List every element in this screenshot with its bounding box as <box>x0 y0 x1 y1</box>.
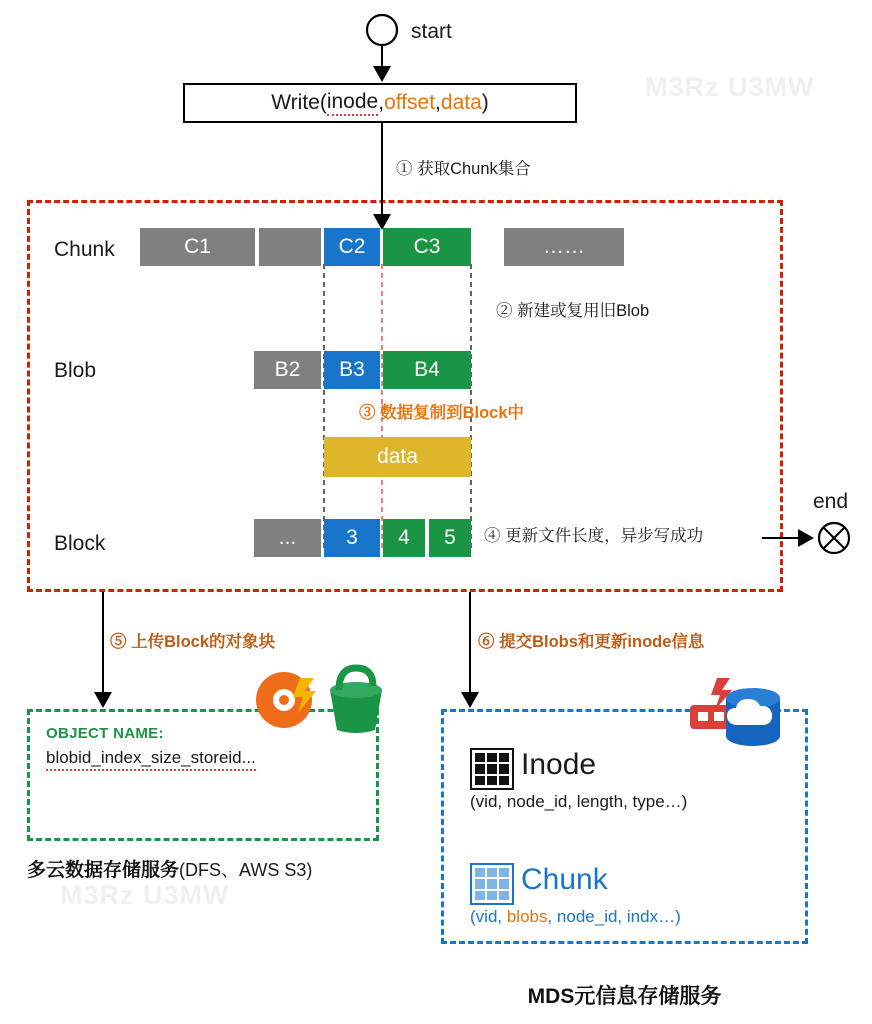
write-arg-inode: inode <box>327 90 378 116</box>
write-arg-offset: offset <box>384 91 436 114</box>
step-6-num: ⑥ <box>478 633 495 651</box>
step-3-num: ③ <box>359 404 376 422</box>
step-1-text: 获取Chunk集合 <box>417 160 531 178</box>
step-6-text: 提交Blobs和更新inode信息 <box>499 633 705 651</box>
chunk-title: Chunk <box>521 863 608 896</box>
block-row-label: Block <box>54 532 106 555</box>
step-4-num: ④ <box>484 527 501 545</box>
blob-row-label: Blob <box>54 359 97 382</box>
block-cell-5: 5 <box>429 519 471 557</box>
data-cell: data <box>324 437 471 477</box>
step-2 <box>496 302 649 322</box>
block-cell-ellipsis: ... <box>254 519 321 557</box>
step-1-num: ① <box>396 160 413 178</box>
blob-cell-b4: B4 <box>383 351 471 389</box>
chunk-cell-c3: C3 <box>383 228 471 266</box>
watermark-bottom: M3Rz U3MW <box>60 880 230 910</box>
object-storage-caption <box>27 855 312 882</box>
step-4 <box>484 527 703 547</box>
mds-caption: MDS元信息存储服务 <box>527 985 722 1008</box>
chunk-cell-c2: C2 <box>324 228 380 266</box>
write-sep-2: , <box>435 91 441 114</box>
write-sep-1: , <box>378 91 385 114</box>
inode-table-icon <box>470 748 514 790</box>
step-3 <box>359 404 524 424</box>
step-1 <box>396 160 531 180</box>
chunk-cell-c1: C1 <box>140 228 255 266</box>
object-storage-caption-rest: (DFS、AWS S3) <box>179 860 313 880</box>
step-5-text: 上传Block的对象块 <box>131 633 276 651</box>
chunk-row-label: Chunk <box>54 238 115 261</box>
start-label: start <box>411 20 452 43</box>
chunk-cell-ellipsis: …… <box>504 228 624 266</box>
watermark-top: M3Rz U3MW <box>645 72 815 102</box>
write-arg-data: data <box>440 91 482 114</box>
chunk-fields-pre: (vid, <box>470 907 507 926</box>
step-6 <box>478 633 704 653</box>
step-2-num: ② <box>496 302 513 320</box>
chunk-table-icon <box>470 863 514 905</box>
chunk-fields-post: , node_id, indx…) <box>547 907 681 926</box>
inode-title: Inode <box>521 748 597 781</box>
block-cell-3: 3 <box>324 519 380 557</box>
step-5-num: ⑤ <box>110 633 127 651</box>
chunk-fields-blobs: blobs <box>506 907 548 926</box>
step-4-text: 更新文件长度，异步写成功 <box>505 527 704 545</box>
object-name-title: OBJECT NAME: <box>46 725 164 742</box>
chunk-cell-empty <box>259 228 321 266</box>
blob-cell-b2: B2 <box>254 351 321 389</box>
block-cell-4: 4 <box>383 519 425 557</box>
step-3-text: 数据复制到Block中 <box>380 404 525 422</box>
object-storage-caption-bold: 多云数据存储服务 <box>27 860 180 881</box>
step-2-text: 新建或复用旧Blob <box>517 302 650 320</box>
end-label: end <box>813 490 849 513</box>
write-close: ) <box>481 91 489 114</box>
write-fn: Write( <box>271 91 327 114</box>
chunk-fields <box>470 907 681 927</box>
inode-fields: (vid, node_id, length, type…) <box>470 792 688 811</box>
step-5 <box>110 633 275 653</box>
object-name-value: blobid_index_size_storeid... <box>46 748 256 771</box>
blob-cell-b3: B3 <box>324 351 380 389</box>
write-operation-box <box>183 83 577 123</box>
